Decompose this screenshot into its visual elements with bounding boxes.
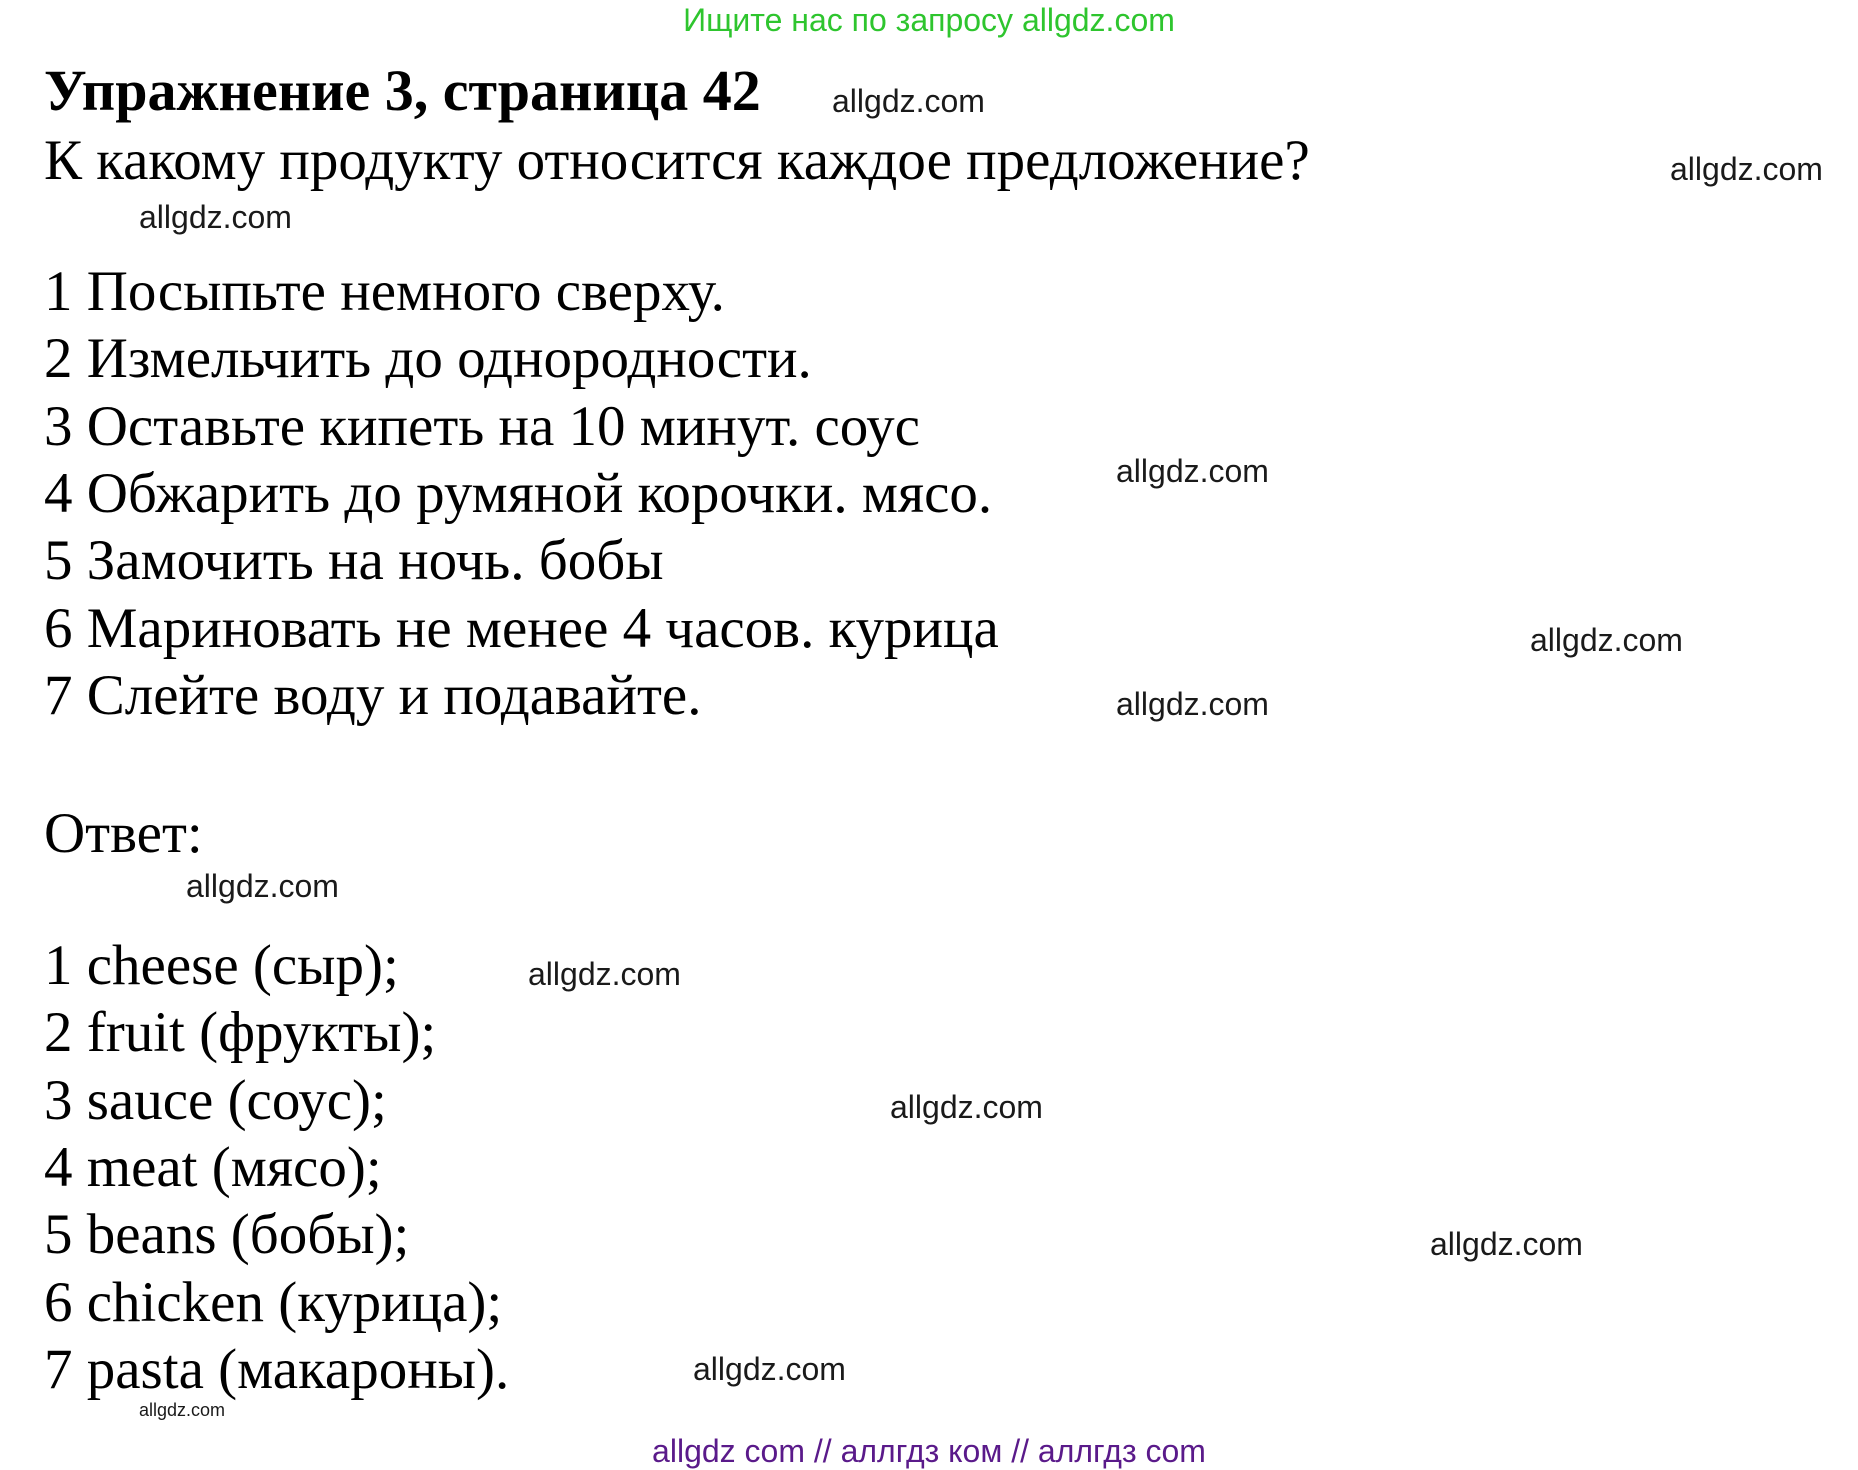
watermark: allgdz.com (1116, 453, 1269, 489)
sentence-line: 2 Измельчить до однородности. (44, 327, 812, 390)
exercise-question: К какому продукту относится каждое предложение? (44, 129, 1310, 192)
watermark: allgdz.com (139, 199, 292, 235)
watermark: allgdz.com (693, 1351, 846, 1387)
answer-line: 6 chicken (курица); (44, 1271, 503, 1334)
answer-label: Ответ: (44, 802, 203, 865)
sentence-line: 4 Обжарить до румяной корочки. мясо. (44, 462, 993, 525)
watermark: allgdz.com (186, 868, 339, 904)
answer-line: 3 sauce (соус); (44, 1069, 387, 1132)
answer-line: 5 beans (бобы); (44, 1203, 410, 1266)
watermark: allgdz.com (1116, 686, 1269, 722)
sentence-line: 1 Посыпьте немного сверху. (44, 260, 725, 323)
sentence-line: 7 Слейте воду и подавайте. (44, 664, 702, 727)
watermark: allgdz.com (832, 83, 985, 119)
watermark: allgdz.com (1530, 622, 1683, 658)
footer-links: allgdz com // аллгдз ком // аллгдз com (652, 1433, 1206, 1469)
watermark: allgdz.com (1430, 1226, 1583, 1262)
watermark: allgdz.com (1670, 151, 1823, 187)
exercise-title: Упражнение 3, страница 42 (44, 58, 761, 123)
watermark: allgdz.com (528, 956, 681, 992)
answer-line: 7 pasta (макароны). (44, 1338, 510, 1401)
answer-line: 4 meat (мясо); (44, 1136, 382, 1199)
answer-line: 2 fruit (фрукты); (44, 1001, 437, 1064)
top-banner: Ищите нас по запросу allgdz.com (683, 2, 1175, 38)
answer-line: 1 cheese (сыр); (44, 934, 399, 997)
watermark: allgdz.com (139, 1400, 226, 1420)
sentence-line: 6 Мариновать не менее 4 часов. курица (44, 597, 999, 660)
sentence-line: 3 Оставьте кипеть на 10 минут. соус (44, 395, 920, 458)
watermark: allgdz.com (890, 1089, 1043, 1125)
sentence-line: 5 Замочить на ночь. бобы (44, 529, 664, 592)
